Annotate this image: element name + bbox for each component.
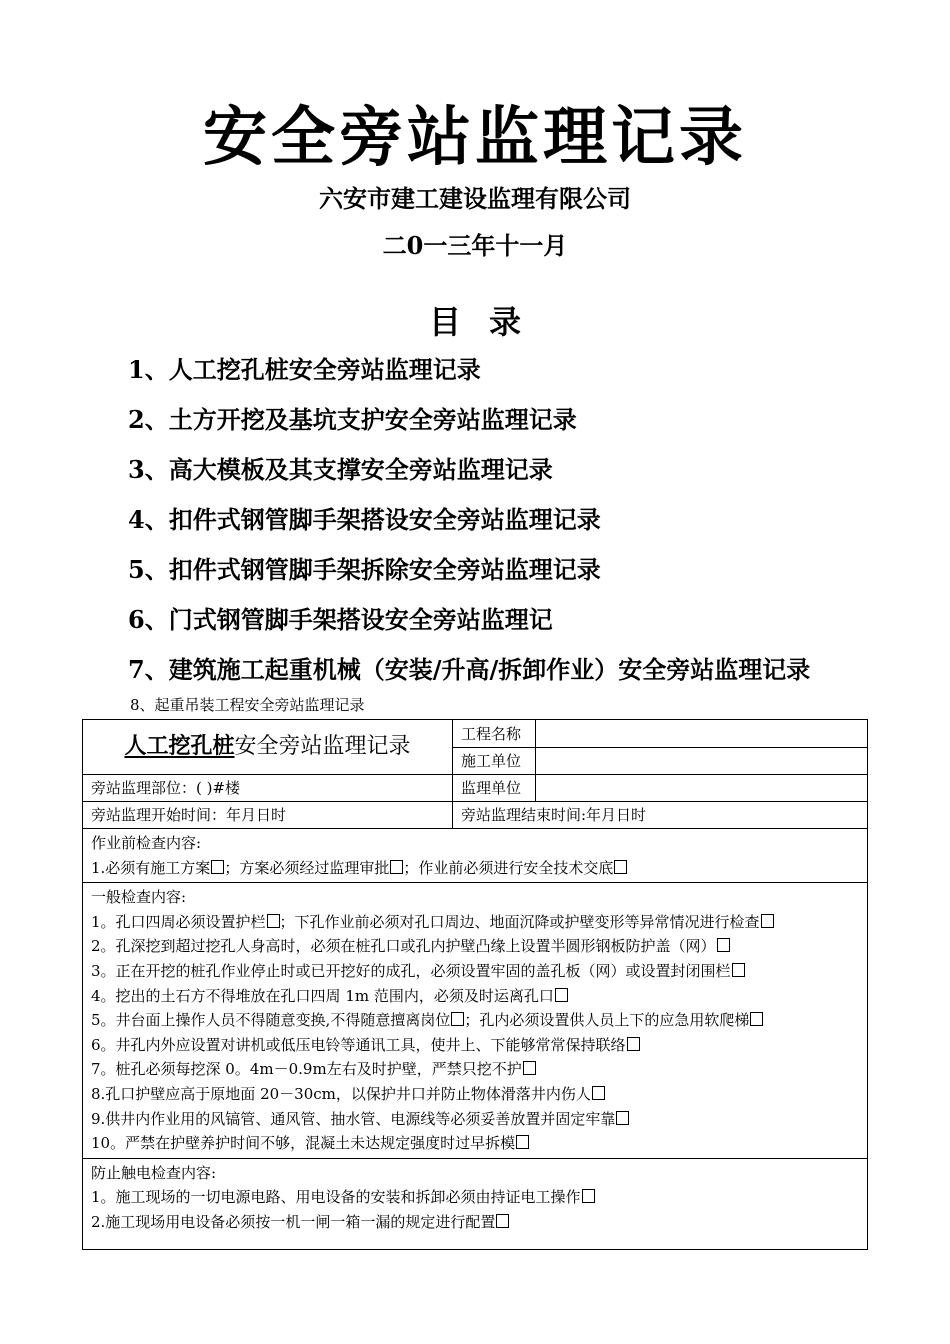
toc-item: 3、高大模板及其支撑安全旁站监理记录 [128, 455, 553, 484]
section-heading: 防止触电检查内容: [91, 1163, 217, 1182]
check-item: 1.必须有施工方案 ；方案必须经过监理审批 ；作业前必须进行安全技术交底 [91, 856, 859, 881]
construction-unit-label: 施工单位 [453, 748, 536, 775]
supervision-record-form [82, 719, 868, 1250]
checkbox[interactable] [516, 1135, 529, 1149]
location-field[interactable]: 旁站监理部位：( )#楼 [83, 775, 453, 802]
project-name-field[interactable] [536, 720, 868, 748]
document-title: 安全旁站监理记录 [203, 100, 747, 175]
section-heading: 一般检查内容: [91, 888, 187, 907]
check-item: 3。正在开挖的桩孔作业停止时或已开挖好的成孔，必须设置牢固的盖孔板（网）或设置封闭围栏 [91, 959, 859, 984]
check-item: 8.孔口护壁应高于原地面 20－30cm，以保护井口并防止物体滑落井内伤人 [91, 1082, 859, 1107]
checkbox[interactable] [451, 1012, 464, 1026]
end-time-field[interactable]: 旁站监理结束时间:年月日时 [453, 802, 868, 829]
company-name: 六安市建工建设监理有限公司 [319, 184, 631, 213]
checkbox[interactable] [267, 914, 280, 928]
checkbox[interactable] [614, 860, 627, 874]
project-name-label: 工程名称 [453, 720, 536, 748]
check-item: 2。孔深挖到超过挖孔人身高时，必须在桩孔口或孔内护壁凸缘上设置半圆形钢板防护盖（网） [91, 934, 859, 959]
toc-item: 7、建筑施工起重机械（安装/升高/拆卸作业）安全旁站监理记录 [128, 655, 811, 684]
toc-list [128, 352, 928, 702]
general-section [83, 883, 868, 1159]
electric-section [83, 1158, 868, 1249]
checkbox[interactable] [592, 1086, 605, 1100]
toc-item: 6、门式钢管脚手架搭设安全旁站监理记 [128, 605, 553, 634]
check-item: 4。挖出的土石方不得堆放在孔口四周 1m 范围内，必须及时运离孔口 [91, 984, 859, 1009]
supervision-unit-label: 监理单位 [453, 775, 536, 802]
toc-item: 4、扣件式钢管脚手架搭设安全旁站监理记录 [128, 505, 601, 534]
checkbox[interactable] [732, 963, 745, 977]
checkbox[interactable] [582, 1189, 595, 1203]
pre-work-section [83, 829, 868, 883]
check-item: 2.施工现场用电设备必须按一机一闸一箱一漏的规定进行配置 [91, 1210, 859, 1235]
start-time-field[interactable]: 旁站监理开始时间：年月日时 [83, 802, 453, 829]
construction-unit-field[interactable] [536, 748, 868, 775]
toc-title: 目录 [428, 303, 549, 341]
record-title-underlined: 人工挖孔桩 [124, 733, 235, 759]
check-item: 5。井台面上操作人员不得随意变换,不得随意擅离岗位 ；孔内必须设置供人员上下的应急用软爬梯 [91, 1008, 859, 1033]
checkbox[interactable] [627, 1037, 640, 1051]
checkbox[interactable] [390, 860, 403, 874]
checkbox[interactable] [761, 914, 774, 928]
check-item: 1。施工现场的一切电源电路、用电设备的安装和拆卸必须由持证电工操作 [91, 1185, 859, 1210]
record-title-rest: 安全旁站监理记录 [234, 734, 411, 759]
supervision-unit-field[interactable] [536, 775, 868, 802]
toc-item: 2、土方开挖及基坑支护安全旁站监理记录 [128, 405, 577, 434]
checkbox[interactable] [616, 1111, 629, 1125]
document-date: 二0一三年十一月 [382, 231, 568, 260]
check-item: 1。孔口四周必须设置护栏 ；下孔作业前必须对孔口周边、地面沉降或护壁变形等异常情况进行检查 [91, 910, 859, 935]
record-title [83, 720, 453, 775]
toc-item: 1、人工挖孔桩安全旁站监理记录 [128, 355, 481, 384]
check-item: 7。桩孔必须每挖深 0。4m－0.9m左右及时护壁，严禁只挖不护 [91, 1057, 859, 1082]
checkbox[interactable] [211, 860, 224, 874]
checkbox[interactable] [496, 1214, 509, 1228]
check-item: 6。井孔内外应设置对讲机或低压电铃等通讯工具，使井上、下能够常常保持联络 [91, 1033, 859, 1058]
toc-item: 8、起重吊装工程安全旁站监理记录 [130, 696, 365, 714]
checkbox[interactable] [523, 1061, 536, 1075]
section-heading: 作业前检查内容: [91, 834, 202, 852]
toc-item: 5、扣件式钢管脚手架拆除安全旁站监理记录 [128, 555, 601, 584]
check-item: 10。严禁在护壁养护时间不够，混凝土未达规定强度时过早拆模 [91, 1131, 859, 1156]
checkbox[interactable] [555, 988, 568, 1002]
checkbox[interactable] [750, 1012, 763, 1026]
checkbox[interactable] [717, 938, 730, 952]
check-item: 9.供井内作业用的风镐管、通风管、抽水管、电源线等必须妥善放置并固定牢靠 [91, 1107, 859, 1132]
